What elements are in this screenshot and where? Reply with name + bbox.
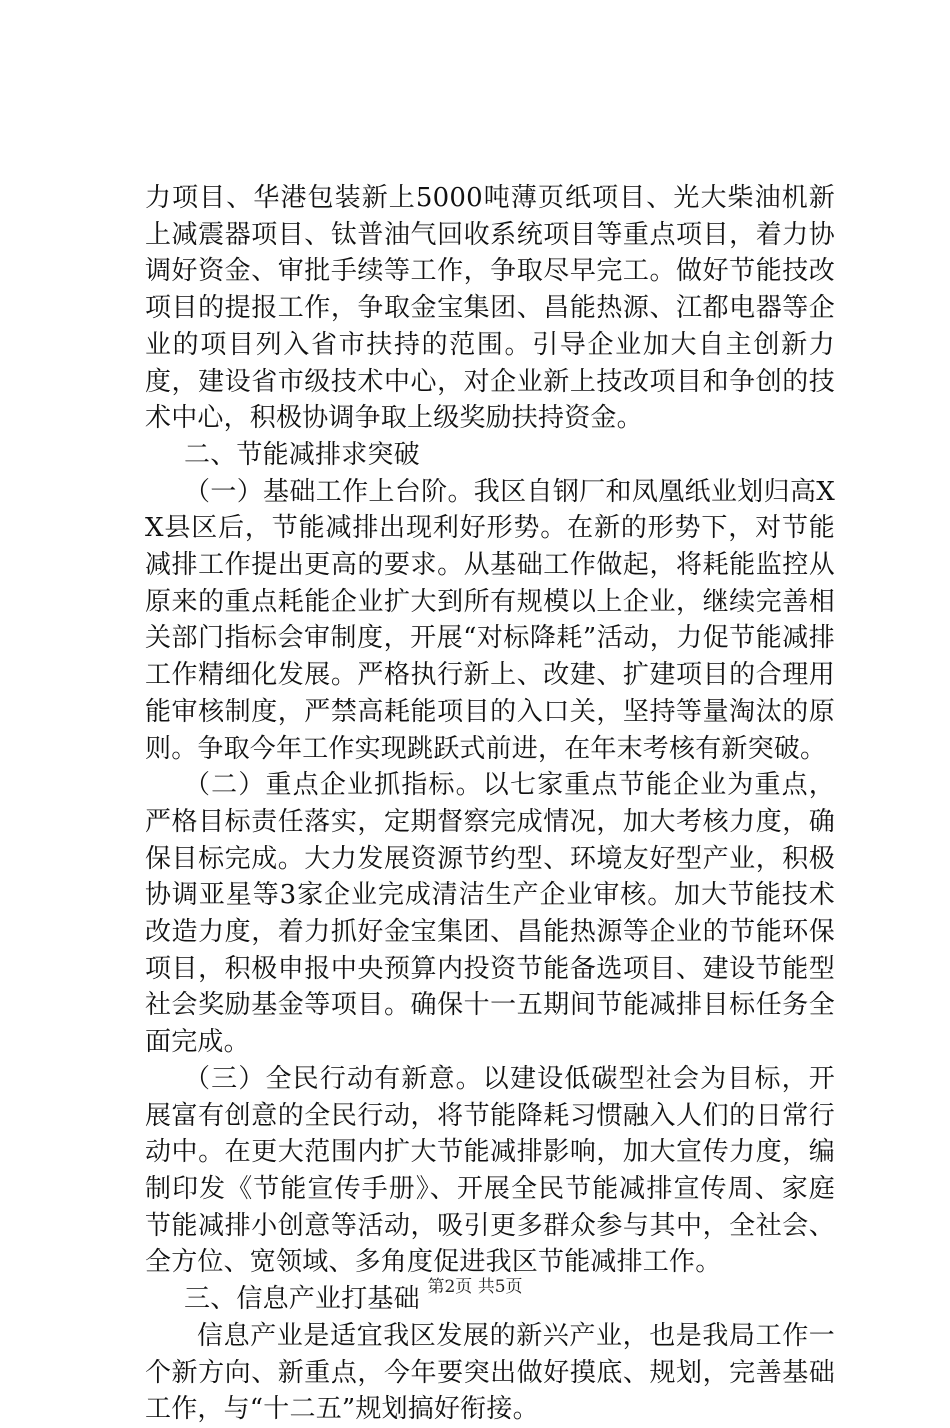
- paragraph-information-industry: 信息产业是适宜我区发展的新兴产业，也是我局工作一个新方向、新重点，今年要突出做好摸底、规划，完善基础工作，与“十二五”规划搞好衔接。: [145, 1320, 835, 1425]
- page-footer: 第2页 共5页: [427, 1277, 523, 1297]
- section-heading-energy-saving: 二、节能减排求突破: [184, 439, 420, 470]
- paragraph-basic-work: （一）基础工作上台阶。我区自钢厂和凤凰纸业划归高XX县区后，节能减排出现利好形势。在新的形势下，对节能减排工作提出更高的要求。从基础工作做起，将耗能监控从原来的重点耗能企业扩大到所有规模以上企业，继续完善相关部门指标会审制度，开展“对标降耗”活动，力促节能减排工作精细化发展。严格执行新上、改建、扩建项目的合理用能审核制度，严禁高耗能项目的入口关，坚持等量淘汰的原则。争取今年工作实现跳跃式前进，在年末考核有新突破。: [145, 476, 835, 764]
- document-body: [145, 180, 835, 1428]
- paragraph-key-enterprises: （二）重点企业抓指标。以七家重点节能企业为重点，严格目标责任落实，定期督察完成情况，加大考核力度，确保目标完成。大力发展资源节约型、环境友好型产业，积极协调亚星等3家企业完成清洁生产企业审核。加大节能技术改造力度，着力抓好金宝集团、昌能热源等企业的节能环保项目，积极申报中央预算内投资节能备选项目、建设节能型社会奖励基金等项目。确保十一五期间节能减排目标任务全面完成。: [145, 770, 835, 1058]
- paragraph-public-action: （三）全民行动有新意。以建设低碳型社会为目标，开展富有创意的全民行动，将节能降耗习惯融入人们的日常行动中。在更大范围内扩大节能减排影响，加大宣传力度，编制印发《节能宣传手册》、开展全民节能减排宣传周、家庭节能减排小创意等活动，吸引更多群众参与其中，全社会、全方位、宽领域、多角度促进我区节能减排工作。: [145, 1063, 835, 1278]
- paragraph-continued: 力项目、华港包装新上5000吨薄页纸项目、光大柴油机新上减震器项目、钛普油气回收系统项目等重点项目，着力协调好资金、审批手续等工作，争取尽早完工。做好节能技改项目的提报工作，争取金宝集团、昌能热源、江都电器等企业的项目列入省市扶持的范围。引导企业加大自主创新力度，建设省市级技术中心，对企业新上技改项目和争创的技术中心，积极协调争取上级奖励扶持资金。: [145, 183, 835, 434]
- section-heading-information-industry: 三、信息产业打基础: [184, 1284, 420, 1315]
